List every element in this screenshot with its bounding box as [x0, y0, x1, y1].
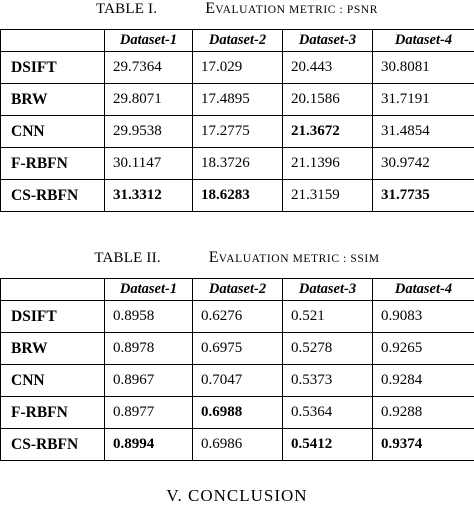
table-row	[1, 116, 474, 148]
table-cell: 21.3159	[283, 180, 373, 212]
row-label: F-RBFN	[1, 148, 105, 180]
table-cell: 18.6283	[193, 180, 283, 212]
table-1-number: TABLE I.	[96, 1, 157, 17]
table-cell: 0.8967	[105, 365, 193, 397]
table-1-caption	[0, 0, 474, 18]
table-cell: 31.7191	[373, 84, 474, 116]
ssim-table	[0, 278, 474, 461]
table-cell: 0.5412	[283, 429, 373, 461]
table-cell: 17.4895	[193, 84, 283, 116]
table-cell: 0.8958	[105, 301, 193, 333]
next-section-heading: V. CONCLUSION	[0, 486, 474, 506]
row-label: CNN	[1, 365, 105, 397]
table-cell: 20.1586	[283, 84, 373, 116]
table-cell: 18.3726	[193, 148, 283, 180]
header-dataset-4: Dataset-4	[373, 30, 474, 52]
table-row	[1, 180, 474, 212]
row-label: CNN	[1, 116, 105, 148]
table-row	[1, 52, 474, 84]
table-2-title-initial: E	[209, 249, 219, 266]
table-cell: 29.7364	[105, 52, 193, 84]
psnr-table	[0, 29, 474, 212]
table-cell: 0.6975	[193, 333, 283, 365]
table-cell: 0.5278	[283, 333, 373, 365]
row-label: CS-RBFN	[1, 180, 105, 212]
row-label: BRW	[1, 333, 105, 365]
header-dataset-2: Dataset-2	[193, 279, 283, 301]
table-header-row	[1, 30, 474, 52]
table-cell: 31.7735	[373, 180, 474, 212]
table-cell: 0.521	[283, 301, 373, 333]
psnr-table-body	[1, 52, 474, 212]
table-1-title-rest: VALUATION METRIC : PSNR	[215, 4, 378, 16]
table-cell: 29.9538	[105, 116, 193, 148]
table-row	[1, 333, 474, 365]
header-dataset-1: Dataset-1	[105, 30, 193, 52]
header-dataset-4: Dataset-4	[373, 279, 474, 301]
table-cell: 0.6276	[193, 301, 283, 333]
header-dataset-3: Dataset-3	[283, 279, 373, 301]
table-2-caption	[0, 249, 474, 267]
table-row	[1, 84, 474, 116]
table-2-title-rest: VALUATION METRIC : SSIM	[219, 253, 380, 265]
table-cell: 0.6988	[193, 397, 283, 429]
table-row	[1, 301, 474, 333]
table-header-row	[1, 279, 474, 301]
table-cell: 0.9083	[373, 301, 474, 333]
table-cell: 30.9742	[373, 148, 474, 180]
table-cell: 0.5373	[283, 365, 373, 397]
ssim-table-body	[1, 301, 474, 461]
table-2-number: TABLE II.	[94, 250, 160, 266]
table-row	[1, 397, 474, 429]
table-cell: 0.9288	[373, 397, 474, 429]
table-cell: 17.2775	[193, 116, 283, 148]
row-label: CS-RBFN	[1, 429, 105, 461]
table-cell: 20.443	[283, 52, 373, 84]
row-label: BRW	[1, 84, 105, 116]
table-row	[1, 148, 474, 180]
row-label: DSIFT	[1, 52, 105, 84]
table-cell: 0.9284	[373, 365, 474, 397]
table-cell: 17.029	[193, 52, 283, 84]
table-cell: 0.7047	[193, 365, 283, 397]
table-cell: 29.8071	[105, 84, 193, 116]
header-corner	[1, 279, 105, 301]
table-row	[1, 429, 474, 461]
table-cell: 0.9374	[373, 429, 474, 461]
table-cell: 21.3672	[283, 116, 373, 148]
table-cell: 0.5364	[283, 397, 373, 429]
table-row	[1, 365, 474, 397]
header-corner	[1, 30, 105, 52]
table-cell: 31.3312	[105, 180, 193, 212]
table-cell: 0.6986	[193, 429, 283, 461]
table-cell: 31.4854	[373, 116, 474, 148]
table-cell: 0.8978	[105, 333, 193, 365]
table-cell: 0.8977	[105, 397, 193, 429]
table-cell: 30.1147	[105, 148, 193, 180]
row-label: F-RBFN	[1, 397, 105, 429]
header-dataset-3: Dataset-3	[283, 30, 373, 52]
table-cell: 30.8081	[373, 52, 474, 84]
table-1-title-initial: E	[205, 0, 215, 17]
table-cell: 21.1396	[283, 148, 373, 180]
header-dataset-1: Dataset-1	[105, 279, 193, 301]
header-dataset-2: Dataset-2	[193, 30, 283, 52]
table-cell: 0.9265	[373, 333, 474, 365]
table-cell: 0.8994	[105, 429, 193, 461]
row-label: DSIFT	[1, 301, 105, 333]
